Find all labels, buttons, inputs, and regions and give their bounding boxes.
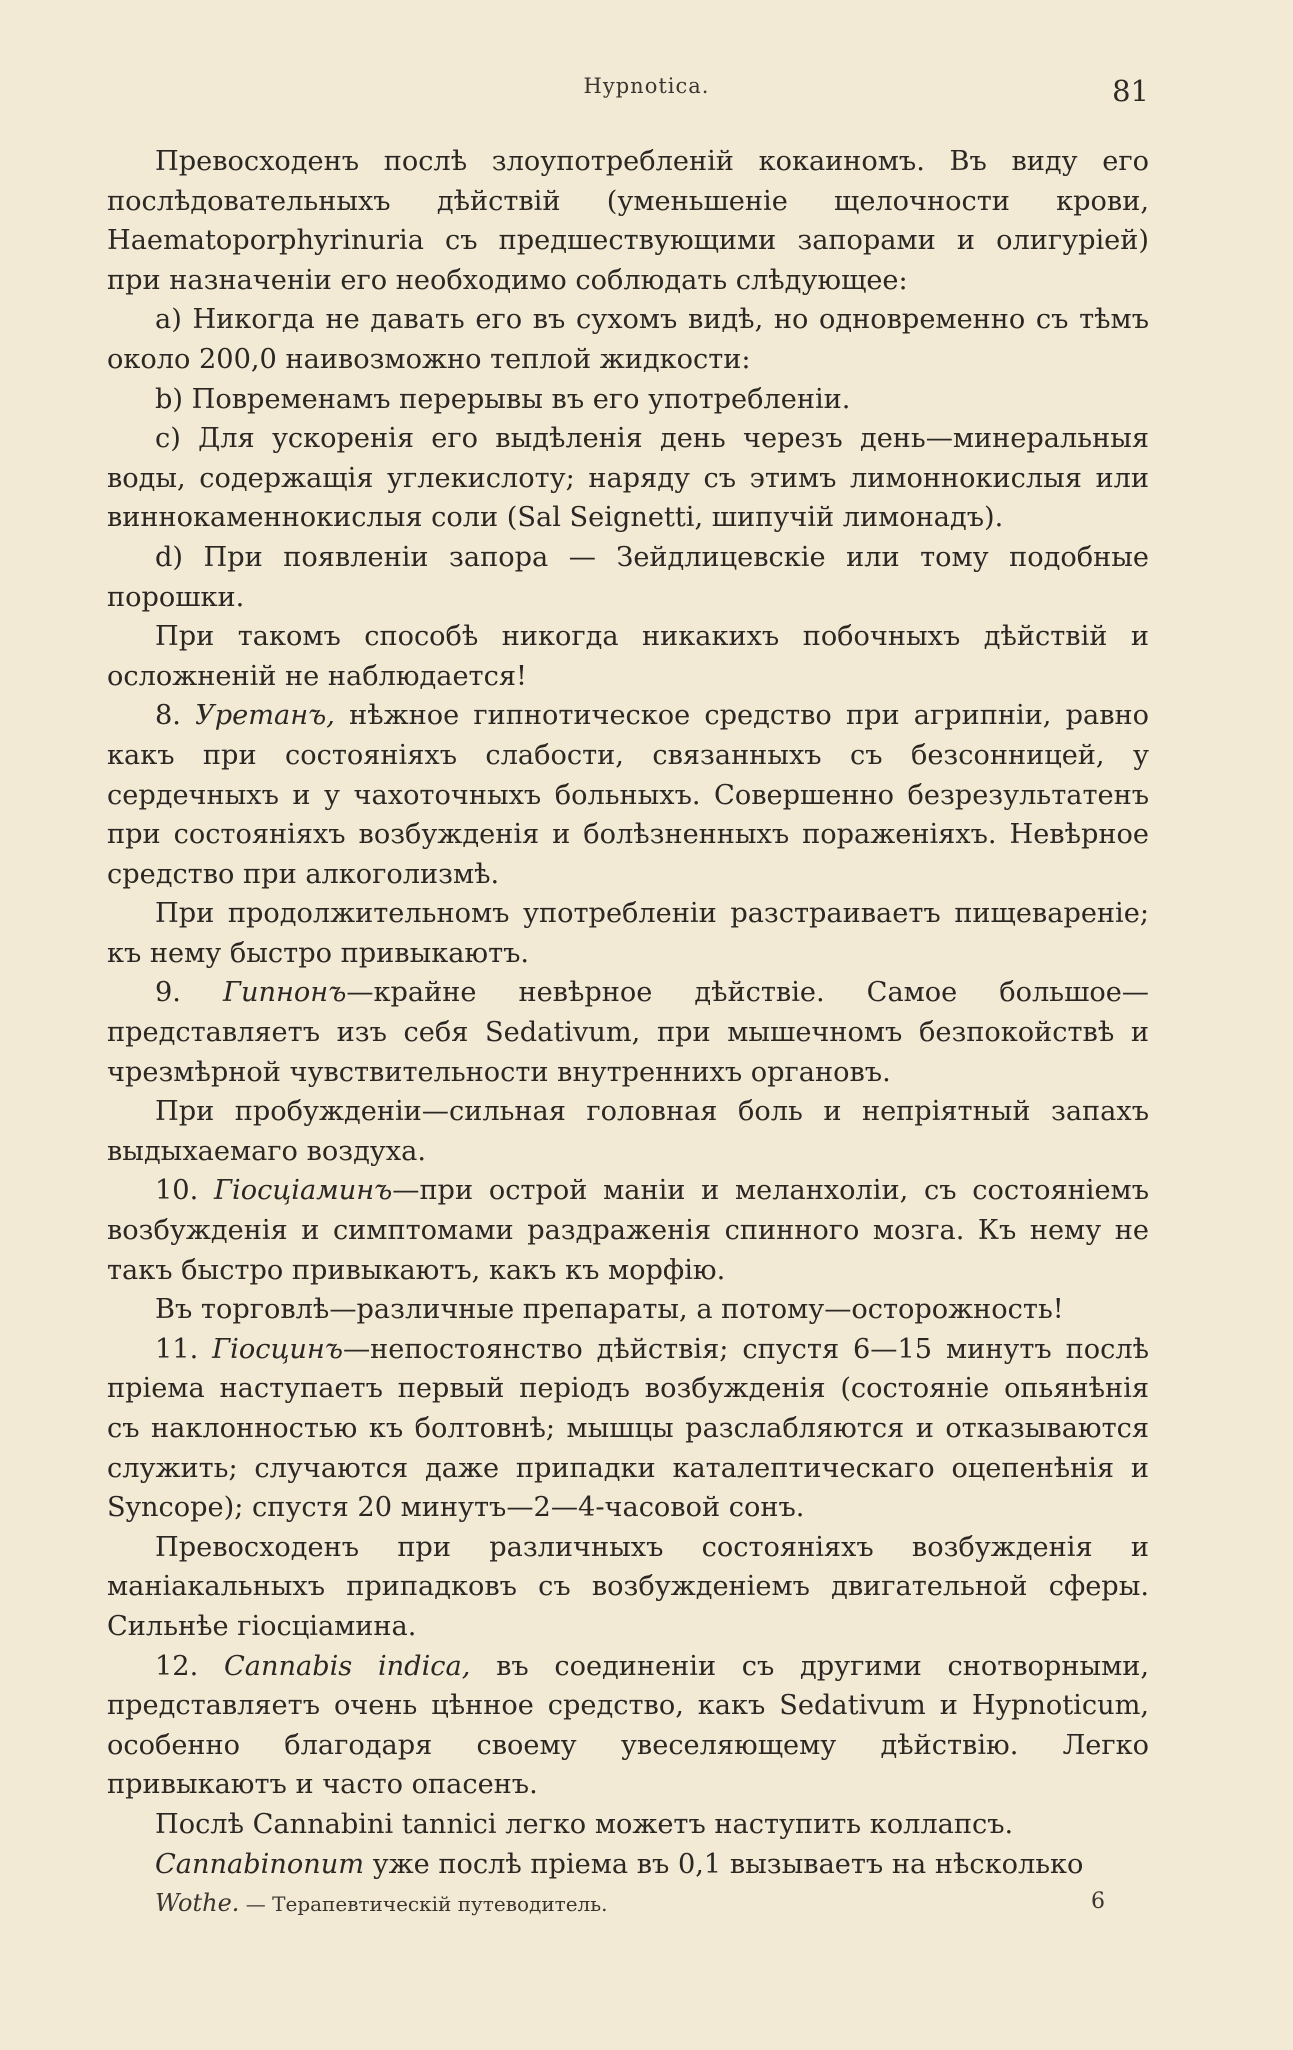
body-text [107, 142, 1149, 1884]
item-number: 12. [155, 1650, 199, 1682]
paragraph: Превосходенъ послѣ злоупотребленій кокаиномъ. Въ виду его послѣдовательныхъ дѣйствій (уменьшеніе щелочности крови, Haematoporphyrinuria съ предшествующими запорами и олигуріей) при назначеніи его необходимо соблюдать слѣдующее: [107, 146, 1149, 296]
paragraph: b) Повременамъ перерывы въ его употребленіи. [155, 383, 851, 415]
paragraph: 10. Гіосціаминъ—при острой маніи и меланхоліи, съ состояніемъ возбужденія и симптомами раздраженія спинного мозга. Къ нему не такъ быстро привыкаютъ, какъ къ морфію. [107, 1175, 1149, 1286]
drug-name: Гіосцинъ [212, 1333, 343, 1365]
drug-name: Cannabis indica, [223, 1650, 471, 1682]
running-title: Hypnotica. [583, 74, 710, 98]
paragraph: 12. Cannabis indica, въ соединеніи съ другими снотворными, представляетъ очень цѣнное средство, какъ Sedativum и Hypnoticum, особенно благодаря своему увеселяющему дѣйствію. Легко привыкаютъ и часто опасенъ. [107, 1650, 1149, 1801]
paragraph: Cannabinonum уже послѣ пріема въ 0,1 вызываетъ на нѣсколько [155, 1848, 1084, 1880]
drug-name: Cannabinonum [155, 1848, 365, 1880]
drug-name: Гіосціаминъ [214, 1175, 393, 1207]
paragraph: d) При появленіи запора — Зейдлицевскіе или тому подобные порошки. [107, 541, 1149, 613]
paragraph: Послѣ Cannabini tannici легко можетъ наступить коллапсъ. [155, 1808, 1014, 1840]
signature-mark: 6 [1091, 1889, 1105, 1914]
paragraph: Въ торговлѣ—различные препараты, а потому—осторожность! [155, 1294, 1064, 1326]
footer-book-title: — Терапевтическій путеводитель. [239, 1892, 608, 1916]
paragraph: c) Для ускоренія его выдѣленія день черезъ день—минеральныя воды, содержащія углекислоту; наряду съ этимъ лимоннокислыя или виннокаменнокислыя соли (Sal Seignetti, шипучій лимонадъ). [107, 423, 1149, 534]
page-number: 81 [1112, 74, 1149, 108]
drug-name: Уретанъ, [195, 700, 335, 732]
paragraph: 9. Гипнонъ—крайне невѣрное дѣйствіе. Самое большое—представляетъ изъ себя Sedativum, при мышечномъ безпокойствѣ и чрезмѣрной чувствительности внутреннихъ органовъ. [107, 977, 1149, 1088]
paragraph: Превосходенъ при различныхъ состояніяхъ возбужденія и маніакальныхъ припадковъ съ возбужденіемъ двигательной сферы. Сильнѣе гіосціамина. [107, 1531, 1149, 1642]
paragraph: При пробужденіи—сильная головная боль и непріятный запахъ выдыхаемаго воздуха. [107, 1096, 1149, 1167]
paragraph: a) Никогда не давать его въ сухомъ видѣ, но одновременно съ тѣмъ около 200,0 наивозможно теплой жидкости: [107, 304, 1149, 375]
paragraph: При продолжительномъ употребленіи разстраиваетъ пищевареніе; къ нему быстро привыкаютъ. [107, 898, 1149, 969]
item-number: 11. [155, 1333, 199, 1365]
paragraph: 8. Уретанъ, нѣжное гипнотическое средство при агрипніи, равно какъ при состояніяхъ слабости, связанныхъ съ безсонницей, у сердечныхъ и у чахоточныхъ больныхъ. Совершенно безрезультатенъ при состояніяхъ возбужденія и болѣзненныхъ пораженіяхъ. Невѣрное средство при алкоголизмѣ. [107, 700, 1149, 890]
paragraph: При такомъ способѣ никогда никакихъ побочныхъ дѣйствій и осложненій не наблюдается! [107, 621, 1149, 692]
item-number: 8. [155, 700, 181, 732]
drug-name: Гипнонъ [222, 977, 347, 1009]
item-number: 9. [155, 977, 181, 1009]
item-number: 10. [155, 1175, 199, 1207]
footer-author: Wothe. [155, 1889, 240, 1917]
page-footer [155, 1889, 1105, 1917]
page-header [0, 74, 1293, 114]
paragraph: 11. Гіосцинъ—непостоянство дѣйствія; спустя 6—15 минутъ послѣ пріема наступаетъ первый періодъ возбужденія (состояніе опьянѣнія съ наклонностью къ болтовнѣ; мышцы разслабляются и отказываются служить; случаются даже припадки каталептическаго оцепенѣнія и Syncope); спустя 20 минутъ—2—4-часовой сонъ. [107, 1333, 1149, 1524]
